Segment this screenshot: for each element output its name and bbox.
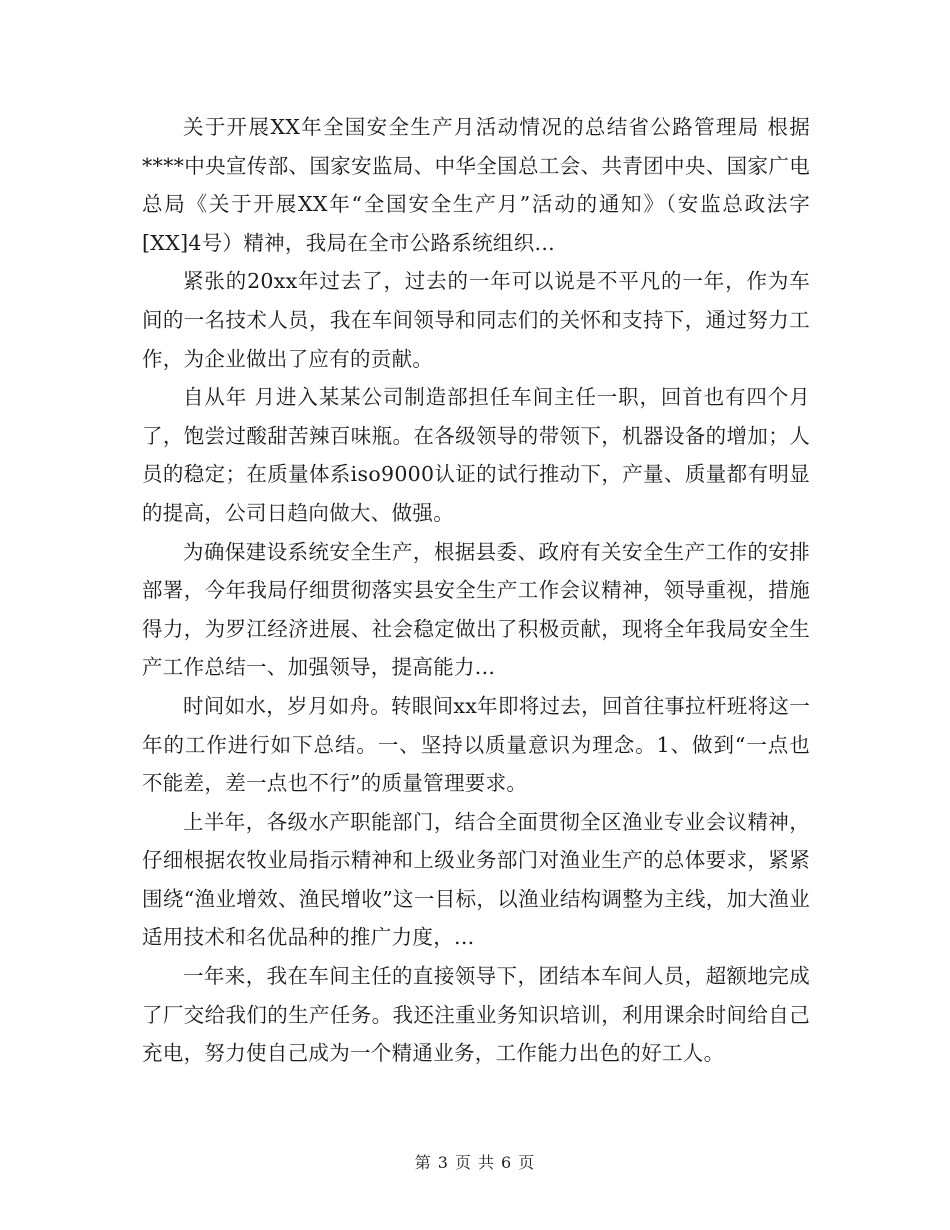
document-body	[142, 108, 810, 1073]
paragraph-4: 为确保建设系统安全生产，根据县委、政府有关安全生产工作的安排部署，今年我局仔细贯彻落实县安全生产工作会议精神，领导重视，措施得力，为罗江经济进展、社会稳定做出了积极贡献，现将全年我局安全生产工作总结一、加强领导，提高能力...	[142, 539, 810, 680]
footer-label-total: 共	[478, 1153, 496, 1172]
paragraph-6: 上半年，各级水产职能部门，结合全面贯彻全区渔业专业会议精神，仔细根据农牧业局指示精神和上级业务部门对渔业生产的总体要求，紧紧围绕“渔业增效、渔民增收”这一目标，以渔业结构调整为主线，加大渔业适用技术和名优品种的推广力度，...	[142, 809, 810, 950]
page-footer	[0, 1150, 950, 1173]
paragraph-5: 时间如水，岁月如舟。转眼间xx年即将过去，回首往事拉杆班将这一年的工作进行如下总结。一、坚持以质量意识为理念。1、做到“一点也不能差，差一点也不行”的质量管理要求。	[142, 693, 810, 796]
paragraph-1: 关于开展XX年全国安全生产月活动情况的总结省公路管理局 根据****中央宣传部、国家安监局、中华全国总工会、共青团中央、国家广电总局《关于开展XX年“全国安全生产月”活动的通知》（安监总政法字[XX]4号）精神，我局在全市公路系统组织...	[142, 115, 810, 255]
paragraph-3: 自从年 月进入某某公司制造部担任车间主任一职，回首也有四个月了，饱尝过酸甜苦辣百味瓶。在各级领导的带领下，机器设备的增加；人员的稳定；在质量体系iso9000认证的试行推动下，产量、质量都有明显的提高，公司日趋向做大、做强。	[142, 385, 810, 525]
paragraph-7: 一年来，我在车间主任的直接领导下，团结本车间人员，超额地完成了厂交给我们的生产任务。我还注重业务知识培训，利用课余时间给自己充电，努力使自己成为一个精通业务，工作能力出色的好工人。	[142, 964, 810, 1066]
footer-label-page-unit: 页	[454, 1153, 472, 1172]
footer-label-total-unit: 页	[518, 1153, 536, 1172]
footer-current-page: 3	[437, 1153, 449, 1172]
footer-total-pages: 6	[501, 1153, 513, 1172]
footer-label-page: 第	[414, 1153, 432, 1172]
paragraph-2: 紧张的20xx年过去了，过去的一年可以说是不平凡的一年，作为车间的一名技术人员，我在车间领导和同志们的关怀和支持下，通过努力工作，为企业做出了应有的贡献。	[142, 269, 810, 371]
